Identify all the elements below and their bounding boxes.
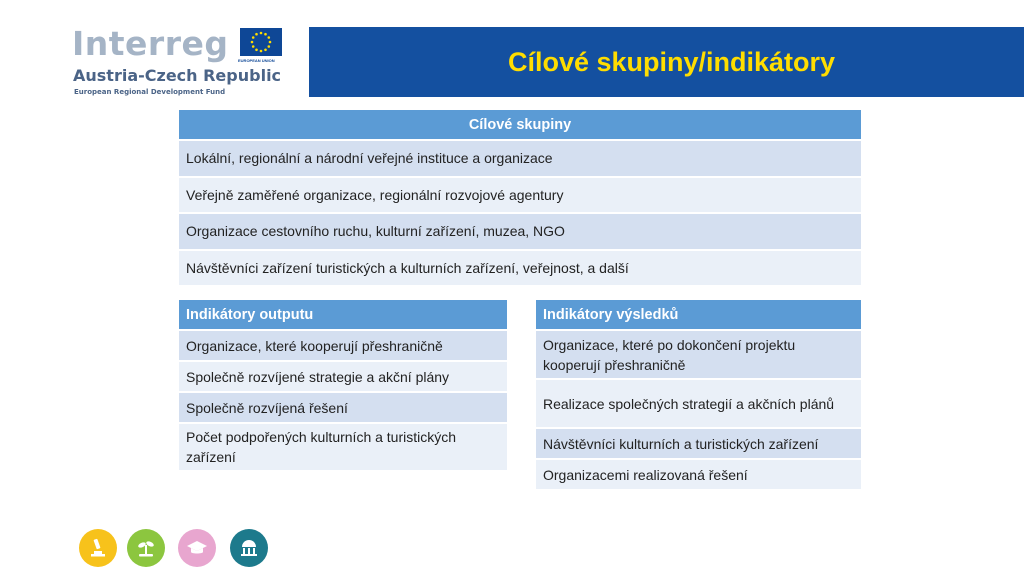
growing-plant-icon	[127, 529, 165, 567]
table-row: Návštěvníci kulturních a turistických zařízení	[536, 427, 861, 458]
table-header: Cílové skupiny	[179, 110, 861, 139]
page-title: Cílové skupiny/indikátory	[507, 46, 836, 77]
target-groups-table	[179, 110, 861, 285]
table-row: Návštěvníci zařízení turistických a kulturních zařízení, veřejnost, a další	[179, 249, 861, 286]
eu-label: EUROPEAN UNION	[238, 58, 275, 63]
eu-flag-icon	[240, 28, 282, 56]
table-row: Lokální, regionální a národní veřejné instituce a organizace	[179, 139, 861, 176]
table-row: Počet podpořených kulturních a turistických zařízení	[179, 422, 507, 470]
result-indicators-table	[536, 300, 861, 489]
table-row: Společně rozvíjené strategie a akční plány	[179, 360, 507, 391]
museum-building-icon	[230, 529, 268, 567]
logo-wordmark: Interreg	[72, 24, 229, 63]
table-row: Organizace, které kooperují přeshraničně	[179, 329, 507, 360]
table-row: Realizace společných strategií a akčních plánů	[536, 378, 861, 427]
logo-fund: European Regional Development Fund	[74, 88, 226, 96]
table-header: Indikátory outputu	[179, 300, 507, 329]
interreg-logo	[72, 24, 287, 98]
table-row: Veřejně zaměřené organizace, regionální rozvojové agentury	[179, 176, 861, 213]
graduation-cap-icon	[178, 529, 216, 567]
table-header: Indikátory výsledků	[536, 300, 861, 329]
table-row: Organizace, které po dokončení projektu kooperují přeshraničně	[536, 329, 861, 378]
output-indicators-table	[179, 300, 507, 470]
table-row: Organizace cestovního ruchu, kulturní zařízení, muzea, NGO	[179, 212, 861, 249]
title-bar	[309, 27, 1024, 97]
research-icon	[79, 529, 117, 567]
table-row: Společně rozvíjená řešení	[179, 391, 507, 422]
logo-subtitle: Austria-Czech Republic	[73, 66, 282, 85]
table-row: Organizacemi realizovaná řešení	[536, 458, 861, 489]
